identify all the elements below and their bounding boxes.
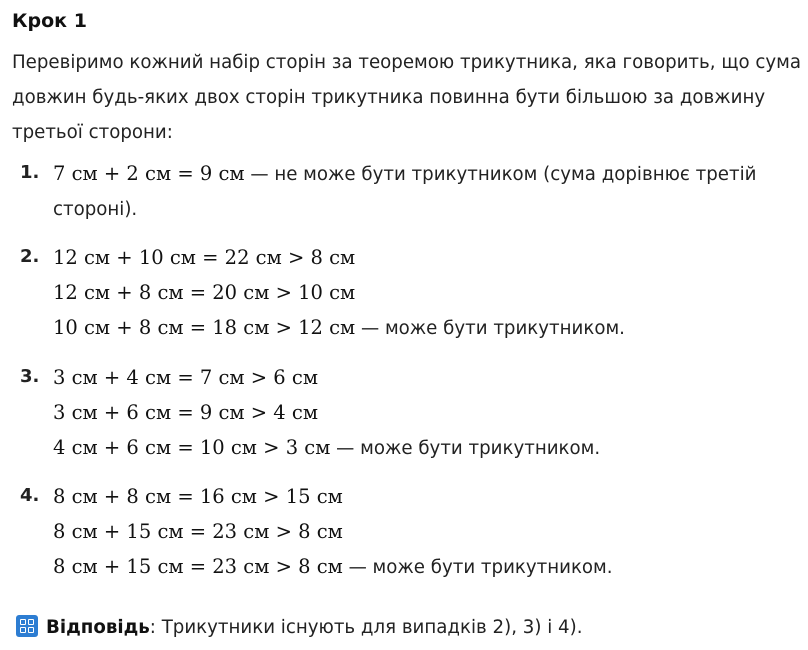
step-title: Крок 1: [12, 10, 87, 32]
math-expression: 8 см + 15 см = 23 см > 8 см: [53, 520, 343, 543]
math-expression: 8 см + 8 см = 16 см > 15 см: [53, 485, 343, 508]
list-line: [53, 479, 793, 514]
intro-line: Перевіримо кожний набір сторін за теоремою трикутника, яка говорить, що сума: [12, 52, 801, 73]
intro-paragraph: [12, 45, 802, 150]
line-text: — може бути трикутником.: [330, 438, 601, 459]
answer-text: : Трикутники існують для випадків 2), 3) і 4).: [149, 617, 583, 638]
answer-label: Відповідь: [46, 617, 150, 638]
list-item-lines: [53, 360, 793, 465]
line-text: стороні).: [53, 199, 138, 220]
list-number: 2.: [20, 246, 40, 267]
math-expression: 8 см + 15 см = 23 см > 8 см: [53, 555, 343, 578]
list-item-lines: [53, 479, 793, 584]
math-expression: 3 см + 4 см = 7 см > 6 см: [53, 366, 318, 389]
list-line: [53, 549, 793, 584]
line-text: — не може бути трикутником (сума дорівнює третій: [244, 164, 757, 185]
answer-line: [16, 613, 583, 643]
list-line: [53, 275, 793, 310]
input-numbers-icon: [16, 615, 38, 637]
list-line: [53, 360, 793, 395]
intro-line: третьої сторони:: [12, 122, 173, 143]
math-expression: 12 см + 10 см = 22 см > 8 см: [53, 246, 356, 269]
math-expression: 7 см + 2 см = 9 см: [53, 162, 245, 185]
list-line: [53, 430, 793, 465]
list-number: 3.: [20, 366, 40, 387]
math-expression: 10 см + 8 см = 18 см > 12 см: [53, 316, 356, 339]
list-line: [53, 310, 793, 345]
list-line: [53, 191, 793, 226]
list-line: [53, 240, 793, 275]
math-expression: 12 см + 8 см = 20 см > 10 см: [53, 281, 356, 304]
list-line: [53, 395, 793, 430]
list-item-lines: [53, 240, 793, 345]
line-text: — може бути трикутником.: [342, 557, 613, 578]
list-line: [53, 156, 793, 191]
list-number: 1.: [20, 162, 40, 183]
math-expression: 3 см + 6 см = 9 см > 4 см: [53, 401, 318, 424]
line-text: — може бути трикутником.: [355, 318, 625, 339]
intro-line: довжин будь-яких двох сторін трикутника повинна бути більшою за довжину: [12, 87, 766, 108]
math-expression: 4 см + 6 см = 10 см > 3 см: [53, 436, 331, 459]
list-line: [53, 514, 793, 549]
list-number: 4.: [20, 485, 40, 506]
list-item-lines: [53, 156, 793, 226]
